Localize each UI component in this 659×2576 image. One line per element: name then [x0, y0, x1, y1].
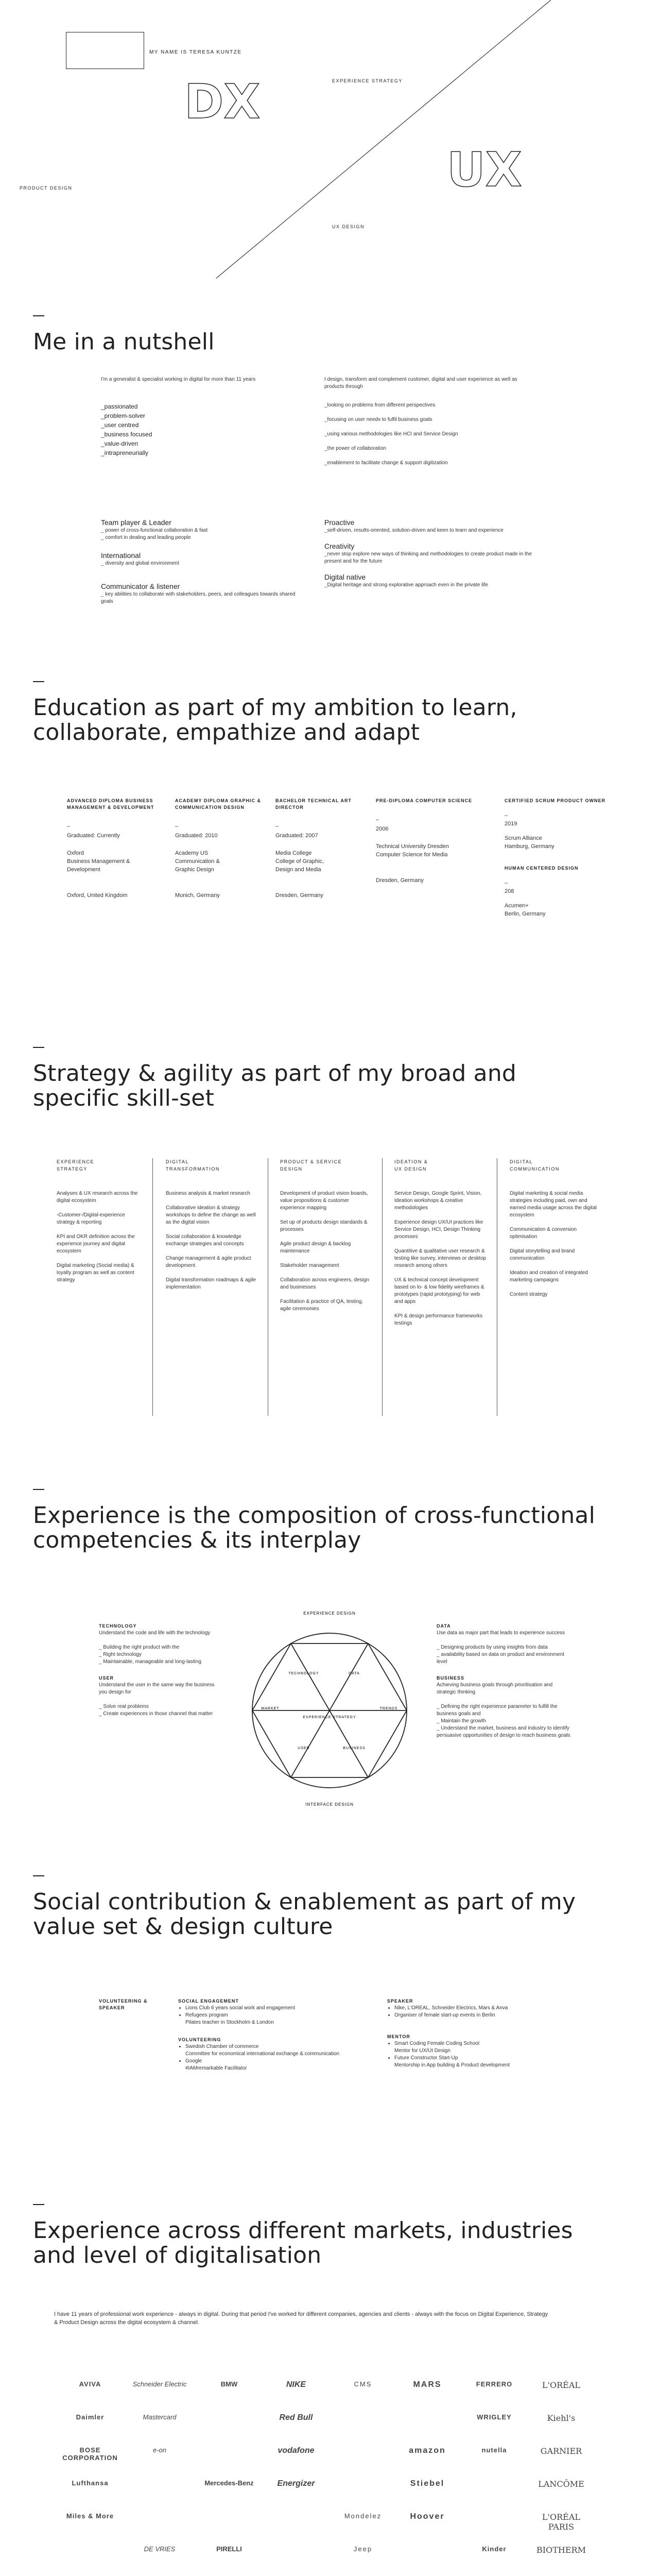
experience-data	[437, 1623, 570, 1739]
nutshell-title: Me in a nutshell	[33, 329, 215, 355]
ux-design-label: UX DESIGN	[332, 224, 365, 229]
diagram-center: EXPERIENCE STRATEGY	[303, 1716, 356, 1719]
strategy-head: IDEATION & UX DESIGN	[394, 1159, 428, 1172]
education-year: Graduated: Currently	[67, 833, 120, 839]
strategy-title: Strategy & agility as part of my broad and specific skill-set	[33, 1060, 517, 1111]
client-logo: BIOTHERM	[536, 2545, 586, 2555]
divider	[152, 1158, 153, 1416]
education-place: Dresden, Germany	[376, 877, 424, 884]
nutshell-intro-right: I design, transform and complement customer, digital and user experience as well as products through	[324, 377, 517, 389]
cert-head: CERTIFIED SCRUM PRODUCT OWNER	[505, 798, 605, 803]
client-logo: CMS	[354, 2380, 372, 2388]
client-logo: GARNIER	[540, 2446, 582, 2456]
qualities-right	[324, 518, 541, 589]
education-school: Oxford Business Management & Development	[67, 850, 130, 873]
diagram-data: DATA	[349, 1672, 360, 1675]
right-item: _using various methodologies like HCI and Service Design	[324, 431, 458, 437]
quality-text: _Digital heritage and strong explorative approach even in the private life	[324, 582, 488, 588]
human-year: 208	[505, 888, 514, 894]
quality-text: _ key abilities to collaborate with stakeholders, peers, and colleagues towards shared goals	[101, 591, 296, 604]
client-logo: AVIVA	[79, 2380, 101, 2388]
client-logo: BMW	[220, 2380, 238, 2388]
dash-mark: –	[175, 823, 179, 829]
quality-title: Communicator & listener	[101, 582, 180, 590]
strategy-column	[57, 1158, 144, 1284]
dash-mark: –	[505, 812, 508, 819]
client-logo: Red Bull	[279, 2413, 313, 2422]
tech-text: Understand the code and life with the technology _ Building the right product with the _ Right technology _ Maintainable, manageable and long-lasting	[99, 1630, 211, 1665]
client-logo: Stiebel	[410, 2479, 445, 2488]
client-logo: Mastercard	[143, 2413, 177, 2421]
user-title: USER	[99, 1675, 114, 1681]
dash-mark: –	[505, 880, 508, 886]
client-logo: e-on	[152, 2446, 167, 2454]
quality-text: _ power of cross-functional collaboration & fast _ comfort in dealing and leading people	[101, 528, 208, 540]
education-year: Graduated: 2010	[175, 833, 218, 839]
diagram-technology: TECHNOLOGY	[288, 1672, 319, 1675]
education-columns	[67, 798, 633, 993]
quality	[101, 518, 307, 541]
human-org: Acumen+ Berlin, Germany	[505, 903, 546, 917]
mentor-item: • Smart Coding Female Coding School Mentor for UX/UI Design	[394, 2040, 583, 2055]
diagram-bottom-label: INTERFACE DESIGN	[305, 1802, 354, 1807]
qualities-left	[101, 518, 307, 605]
quality-text: _ diversity and global environment	[101, 561, 179, 566]
education-place: Oxford, United Kingdom	[67, 892, 128, 899]
client-logo: Mercedes-Benz	[204, 2479, 254, 2487]
trait: _user centred	[101, 421, 139, 429]
strategy-column	[394, 1158, 487, 1327]
client-logo: L'ORÉAL	[542, 2380, 581, 2390]
education-head: ADVANCED DIPLOMA BUSINESS MANAGEMENT & DEVELOPMENT	[67, 798, 154, 810]
user-text: Understand the user in the same way the business you design for _ Solve real problems _ Create experiences in those channel that matter	[99, 1682, 215, 1717]
diagram-trends: TRENDS	[379, 1707, 398, 1710]
client-logo: vodafone	[278, 2446, 315, 2455]
quality	[324, 518, 541, 534]
section-dash	[33, 315, 44, 316]
strategy-columns	[57, 1158, 633, 1426]
education-head: ACADEMY DIPLOMA GRAPHIC & COMMUNICATION DESIGN	[175, 798, 262, 810]
education-year: 2006	[376, 826, 389, 832]
quality	[324, 572, 541, 589]
quality-title: Creativity	[324, 542, 355, 550]
strategy-column	[166, 1158, 258, 1291]
strategy-column	[510, 1158, 602, 1298]
business-title: BUSINESS	[437, 1675, 465, 1681]
quality	[101, 582, 307, 605]
client-logo: Jeep	[353, 2545, 373, 2553]
experience-title: Experience is the composition of cross-functional competencies & its interplay	[33, 1502, 596, 1553]
education-year: Graduated: 2007	[275, 833, 318, 839]
right-item: _enablement to facilitate change & support digitization	[324, 460, 448, 466]
trait: _business focused	[101, 431, 152, 438]
tech-title: TECHNOLOGY	[99, 1623, 137, 1629]
trait: _problem-solver	[101, 412, 146, 419]
volunteering-item: • Swedish Chamber of commerce Committee for economical international exchange & communication	[185, 2043, 363, 2058]
client-logo: Energizer	[277, 2479, 315, 2488]
client-logo: Miles & More	[66, 2512, 114, 2520]
education-place: Dresden, Germany	[275, 892, 323, 899]
social-engagement	[178, 1998, 363, 2072]
education-school: Academy US Communication & Graphic Design	[175, 850, 220, 873]
client-logo: Kiehl's	[547, 2413, 576, 2423]
markets-title: Experience across different markets, industries and level of digitalisation	[33, 2217, 573, 2268]
quality	[101, 551, 307, 567]
section-dash	[33, 1489, 44, 1490]
experience-diagram	[242, 1607, 417, 1808]
engagement-item: • Refugees program Pilates teacher in Stockholm & London	[185, 2012, 363, 2026]
dash-mark: –	[275, 823, 279, 829]
education-school: Technical University Dresden Computer Science for Media	[376, 843, 449, 858]
hero-name: MY NAME IS TERESA KUNTZE	[149, 49, 242, 55]
education-column	[275, 798, 368, 900]
cert-org: Scrum Alliance Hamburg, Germany	[505, 835, 554, 850]
quality-text: _never stop explore new ways of thinking and methodologies to create product made in the present and for the future	[324, 551, 532, 564]
business-text: Achieving business goals through prioritisation and strategic thinking _ Defining the right experience parameter to fulfill the business goals and _ Maintain the growth _ Understand the market, business and industry to identify persuasive opportunities of design to reach business goals	[437, 1682, 570, 1738]
experience-technology	[99, 1623, 222, 1718]
client-logo: FERRERO	[476, 2380, 513, 2388]
social-title: Social contribution & enablement as part of my value set & design culture	[33, 1889, 576, 1940]
dash-mark: –	[376, 817, 379, 823]
client-logo: WRIGLEY	[477, 2413, 512, 2421]
section-dash	[33, 1875, 44, 1876]
human-head: HUMAN CENTERED DESIGN	[505, 866, 579, 871]
diagram-market: MARKET	[261, 1707, 280, 1710]
right-items-list	[324, 402, 541, 467]
volunteering-title: VOLUNTEERING	[178, 2037, 221, 2042]
mentor-title: MENTOR	[387, 2034, 410, 2039]
client-logo: NIKE	[286, 2380, 306, 2389]
strategy-head: DIGITAL COMMUNICATION	[510, 1159, 560, 1172]
quality	[324, 541, 541, 565]
social-label: VOLUNTEERING & SPEAKER	[99, 1998, 148, 2010]
markets-intro: I have 11 years of professional work experience - always in digital. During that period I've worked for different companies, agencies and clients - always with the focus on Digital Experience, Strategy & Product Design across the digital ecosystem & channel.	[54, 2311, 548, 2326]
right-item: _looking on problems from different perspectives	[324, 402, 436, 408]
speaker-item: • Nike, L'OREAL, Schneider Electrics, Mars & Anva	[394, 2005, 583, 2012]
logo-grid	[54, 2370, 610, 2576]
strategy-head: PRODUCT & SERVICE DESIGN	[280, 1159, 342, 1172]
speaker-title: SPEAKER	[387, 1998, 413, 2004]
traits-list	[101, 402, 255, 457]
divider	[382, 1158, 383, 1416]
strategy-body: Business analysis & market research Collaborative ideation & strategy workshops to define the change as well as the digital vision Social collaboration & knowledge exchange strategies and concepts Change management & agile product development Digital transformation roadmaps & agile implementation	[166, 1191, 256, 1290]
client-logo: nutella	[481, 2446, 507, 2454]
section-dash	[33, 1047, 44, 1048]
client-logo: Schneider Electric	[132, 2380, 187, 2388]
dx-title: DX	[184, 74, 261, 129]
quality-title: Digital native	[324, 573, 366, 581]
education-head: BACHELOR TECHNICAL ART DIRECTOR	[275, 798, 352, 810]
quality-title: Proactive	[324, 518, 355, 527]
education-certificates	[505, 798, 608, 918]
education-column	[175, 798, 268, 900]
engagement-item: • Lions Club 6 years social work and engagement	[185, 2005, 363, 2012]
trait: _passionated	[101, 403, 138, 410]
strategy-body: Development of product vision boards, value propositions & customer experience mapping Set up of products design standards & processes Agile product design & backlog maintenance Stakeholder management Collaboration across engineers, design and businesses Facilitation & practice of QA, testing, agile ceremonies	[280, 1191, 369, 1312]
ux-title: UX	[447, 142, 522, 197]
data-title: DATA	[437, 1623, 451, 1629]
cert-year: 2019	[505, 821, 517, 827]
client-logo: amazon	[409, 2446, 446, 2455]
education-column	[376, 798, 479, 885]
experience-strategy-label: EXPERIENCE STRATEGY	[332, 78, 403, 83]
hero	[0, 0, 659, 289]
education-title: Education as part of my ambition to learn, collaborate, empathize and adapt	[33, 694, 517, 745]
education-column	[67, 798, 160, 900]
education-place: Munich, Germany	[175, 892, 220, 899]
diagram-user: USER	[298, 1747, 310, 1750]
nutshell-intro-left: I'm a generalist & specialist working in digital for more than 11 years	[101, 377, 256, 382]
section-dash	[33, 681, 44, 682]
strategy-body: Service Design, Google Sprint, Vision, Ideation workshops & creative methodologies Experience design UX/UI practices like Service Design, HCI, Design Thinking processes Quantitive & qualitative user research & testing like survey, interviews or desktop research among others UX & technical concept development based on lo- & low fidelity wireframes & prototypes (rapid prototyping) for web and apps KPI & design performance frameworks testings	[394, 1191, 487, 1326]
diagram-business: BUSINESS	[343, 1747, 366, 1750]
client-logo: LANCÔME	[538, 2479, 584, 2489]
quality-title: Team player & Leader	[101, 518, 171, 527]
client-logo: Mondelez	[344, 2512, 382, 2520]
mentor-item: • Future Constructor Start-Up Mentorship in App building & Product development	[394, 2055, 583, 2069]
strategy-head: DIGITAL TRANSFORMATION	[166, 1159, 220, 1172]
client-logo: BOSE CORPORATION	[62, 2446, 118, 2462]
quality-title: International	[101, 551, 141, 560]
data-text: Use data as major part that leads to experience success _ Designing products by using insights from data _ availability based on data on product and environment level	[437, 1630, 565, 1665]
dash-mark: –	[67, 823, 71, 829]
product-design-label: PRODUCT DESIGN	[20, 185, 73, 191]
client-logo: Kinder	[482, 2545, 507, 2553]
client-logo: L'ORÉAL PARIS	[542, 2512, 581, 2532]
strategy-head: EXPERIENCE STRATEGY	[57, 1159, 95, 1172]
client-logo: Hoover	[410, 2512, 445, 2521]
quality-text: _self-driven, results-oriented, solution-driven and keen to learn and experience	[324, 528, 504, 533]
client-logo: DE VRIES	[144, 2545, 176, 2553]
client-logo: MARS	[413, 2380, 442, 2389]
volunteering-item: • Google #IAMremarkable Facilitator	[185, 2058, 363, 2072]
trait: _value-driven	[101, 440, 138, 447]
client-logo: Lufthansa	[72, 2479, 109, 2487]
right-item: _the power of collaboration	[324, 446, 387, 451]
right-item: _focusing on user needs to fulfil business goals	[324, 417, 432, 422]
education-head: PRE-DIPLOMA COMPUTER SCIENCE	[376, 798, 473, 803]
strategy-column	[280, 1158, 373, 1313]
speaker-item: • Organiser of female start-up events in Berlin	[394, 2012, 583, 2019]
strategy-body: Analyses & UX research across the digital ecosystem -Customer-/Digital-experience strategy & reporting KPI and OKR definition across the experience journey and digital ecosystem Digital marketing (Social media) & loyalty program as well as content strategy	[57, 1191, 138, 1283]
client-logo: Daimler	[76, 2413, 105, 2421]
hero-diagonal-line	[0, 0, 659, 289]
trait: _intrapreneurially	[101, 449, 149, 456]
section-dash	[33, 2204, 44, 2205]
social-speaker	[387, 1998, 583, 2069]
education-school: Media College College of Graphic, Design and Media	[275, 850, 324, 873]
diagram-top-label: EXPERIENCE DESIGN	[303, 1611, 356, 1616]
strategy-body: Digital marketing & social media strategies including paid, own and earned media usage across the digital ecosystem Communication & conversion optimisation Digital storytelling and brand communication Ideation and creation of integrated marketing campaigns Content strategy	[510, 1191, 597, 1297]
engagement-title: SOCIAL ENGAGEMENT	[178, 1998, 239, 2004]
client-logo: PIRELLI	[216, 2545, 242, 2553]
